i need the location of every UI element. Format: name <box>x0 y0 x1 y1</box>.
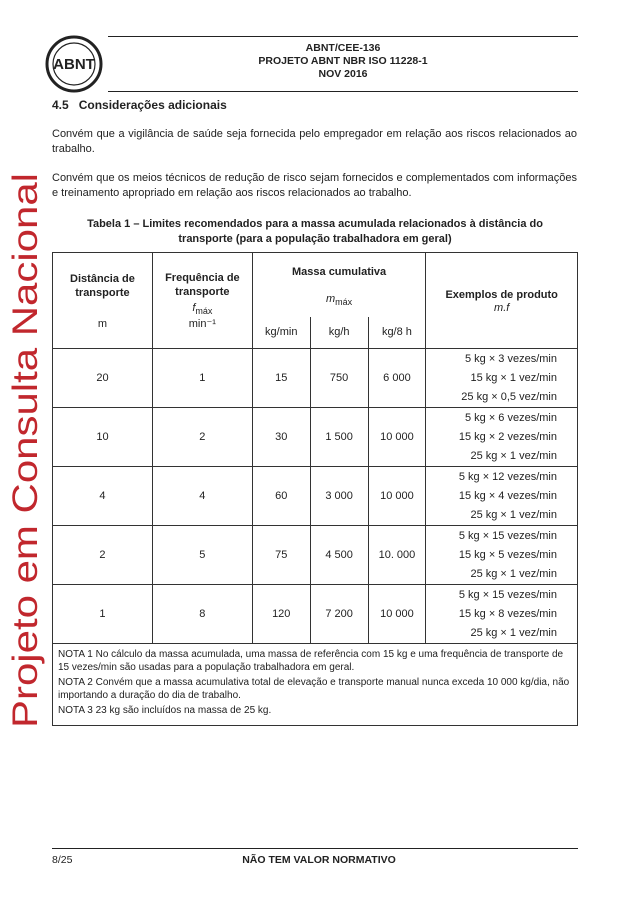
cell-frequency: 8 <box>152 585 252 644</box>
watermark-text: Projeto em Consulta Nacional <box>6 265 45 728</box>
cell-kgh: 750 <box>310 349 368 408</box>
example-line: 25 kg × 0,5 vez/min <box>461 390 557 403</box>
header-rule-top <box>108 36 578 37</box>
cell-distance: 2 <box>53 526 153 585</box>
watermark <box>2 170 46 730</box>
cell-distance: 1 <box>53 585 153 644</box>
example-line: 15 kg × 5 vezes/min <box>458 548 557 561</box>
section-title: Considerações adicionais <box>78 98 227 112</box>
header-date: NOV 2016 <box>318 68 368 80</box>
note-1: NOTA 1 No cálculo da massa acumulada, uma massa de referência com 15 kg e uma frequência de transporte de 15 vezes/min são usadas para a população trabalhadora em geral. <box>58 649 564 673</box>
header-examples-symbol: m.f <box>494 301 510 314</box>
table-caption-line2: transporte (para a população trabalhadora em geral) <box>178 232 452 245</box>
header-mass-symbol: m <box>325 293 336 305</box>
table-row <box>53 408 578 467</box>
example-line: 5 kg × 3 vezes/min <box>464 352 557 365</box>
header-mass <box>252 253 426 317</box>
notes-row <box>53 644 578 726</box>
example-line: 15 kg × 4 vezes/min <box>458 489 557 502</box>
header-rule-bottom <box>108 91 578 92</box>
cell-examples <box>426 585 578 644</box>
table-row <box>53 467 578 526</box>
header-frequency-unit: min⁻¹ <box>188 317 216 330</box>
table-notes <box>53 644 578 726</box>
note-3: NOTA 3 23 kg são incluídos na massa de 25 kg. <box>58 705 272 716</box>
example-line: 25 kg × 1 vez/min <box>470 567 557 580</box>
limits-table <box>52 252 578 726</box>
page-number: 8/25 <box>52 854 73 866</box>
cell-kgh: 1 500 <box>310 408 368 467</box>
example-line: 5 kg × 15 vezes/min <box>458 588 557 601</box>
cell-frequency: 1 <box>152 349 252 408</box>
cell-examples <box>426 467 578 526</box>
footer-rule <box>52 848 578 849</box>
cell-frequency: 2 <box>152 408 252 467</box>
cell-kg8h: 10 000 <box>368 467 426 526</box>
cell-kg8h: 10 000 <box>368 408 426 467</box>
cell-kgmin: 120 <box>252 585 310 644</box>
table-row <box>53 526 578 585</box>
table-row <box>53 349 578 408</box>
header-distance-unit: m <box>97 317 108 330</box>
note-2: NOTA 2 Convém que a massa acumulativa total de elevação e transporte manual nunca exceda 10 000 kg/dia, não importando a duração do dia de trabalho. <box>58 677 570 701</box>
example-line: 15 kg × 2 vezes/min <box>458 430 557 443</box>
section-number: 4.5 <box>52 98 69 112</box>
table-caption <box>60 217 570 246</box>
header-committee: ABNT/CEE-136 <box>305 42 381 54</box>
header-mass-label: Massa cumulativa <box>292 266 387 278</box>
cell-kgmin: 30 <box>252 408 310 467</box>
cell-kgmin: 75 <box>252 526 310 585</box>
header-frequency <box>152 253 252 349</box>
header-unit-kgmin: kg/min <box>252 317 310 349</box>
example-line: 25 kg × 1 vez/min <box>470 508 557 521</box>
header-examples-label: Exemplos de produto <box>445 288 558 301</box>
example-line: 25 kg × 1 vez/min <box>470 626 557 639</box>
header-examples <box>426 253 578 349</box>
cell-examples <box>426 526 578 585</box>
cell-kg8h: 10. 000 <box>368 526 426 585</box>
header-unit-kg8h: kg/8 h <box>368 317 426 349</box>
header-project: PROJETO ABNT NBR ISO 11228-1 <box>258 55 428 67</box>
cell-frequency: 4 <box>152 467 252 526</box>
paragraph-2: Convém que os meios técnicos de redução de risco sejam fornecidos e complementados com informações e treinamento apropriado em relação aos riscos relacionados ao trabalho. <box>52 172 577 199</box>
example-line: 15 kg × 8 vezes/min <box>458 607 557 620</box>
footer-disclaimer: NÃO TEM VALOR NORMATIVO <box>242 854 396 866</box>
cell-frequency: 5 <box>152 526 252 585</box>
cell-examples <box>426 349 578 408</box>
cell-distance: 10 <box>53 408 153 467</box>
table-row <box>53 585 578 644</box>
cell-kgmin: 60 <box>252 467 310 526</box>
cell-kg8h: 6 000 <box>368 349 426 408</box>
cell-distance: 4 <box>53 467 153 526</box>
header-distance <box>53 253 153 349</box>
cell-distance: 20 <box>53 349 153 408</box>
header-unit-kgh: kg/h <box>310 317 368 349</box>
header-mass-sub: máx <box>335 297 353 308</box>
paragraph-1: Convém que a vigilância de saúde seja fornecida pelo empregador em relação aos riscos relacionados ao trabalho. <box>52 128 577 155</box>
table-caption-line1: Tabela 1 – Limites recomendados para a massa acumulada relacionados à distância do <box>87 218 543 230</box>
cell-kgh: 7 200 <box>310 585 368 644</box>
section-heading <box>52 98 227 112</box>
cell-kgh: 3 000 <box>310 467 368 526</box>
abnt-logo <box>42 32 106 96</box>
document-header <box>108 42 578 81</box>
header-distance-label: Distância de transporte <box>70 272 135 299</box>
example-line: 25 kg × 1 vez/min <box>470 449 557 462</box>
header-frequency-sub: máx <box>195 306 213 317</box>
example-line: 15 kg × 1 vez/min <box>470 371 557 384</box>
cell-examples <box>426 408 578 467</box>
example-line: 5 kg × 12 vezes/min <box>458 470 557 483</box>
header-frequency-label: Frequência de transporte <box>165 272 240 299</box>
cell-kgh: 4 500 <box>310 526 368 585</box>
header-frequency-symbol: f <box>192 302 196 315</box>
example-line: 5 kg × 6 vezes/min <box>464 411 557 424</box>
cell-kg8h: 10 000 <box>368 585 426 644</box>
logo-text: ABNT <box>53 56 95 73</box>
cell-kgmin: 15 <box>252 349 310 408</box>
example-line: 5 kg × 15 vezes/min <box>458 529 557 542</box>
